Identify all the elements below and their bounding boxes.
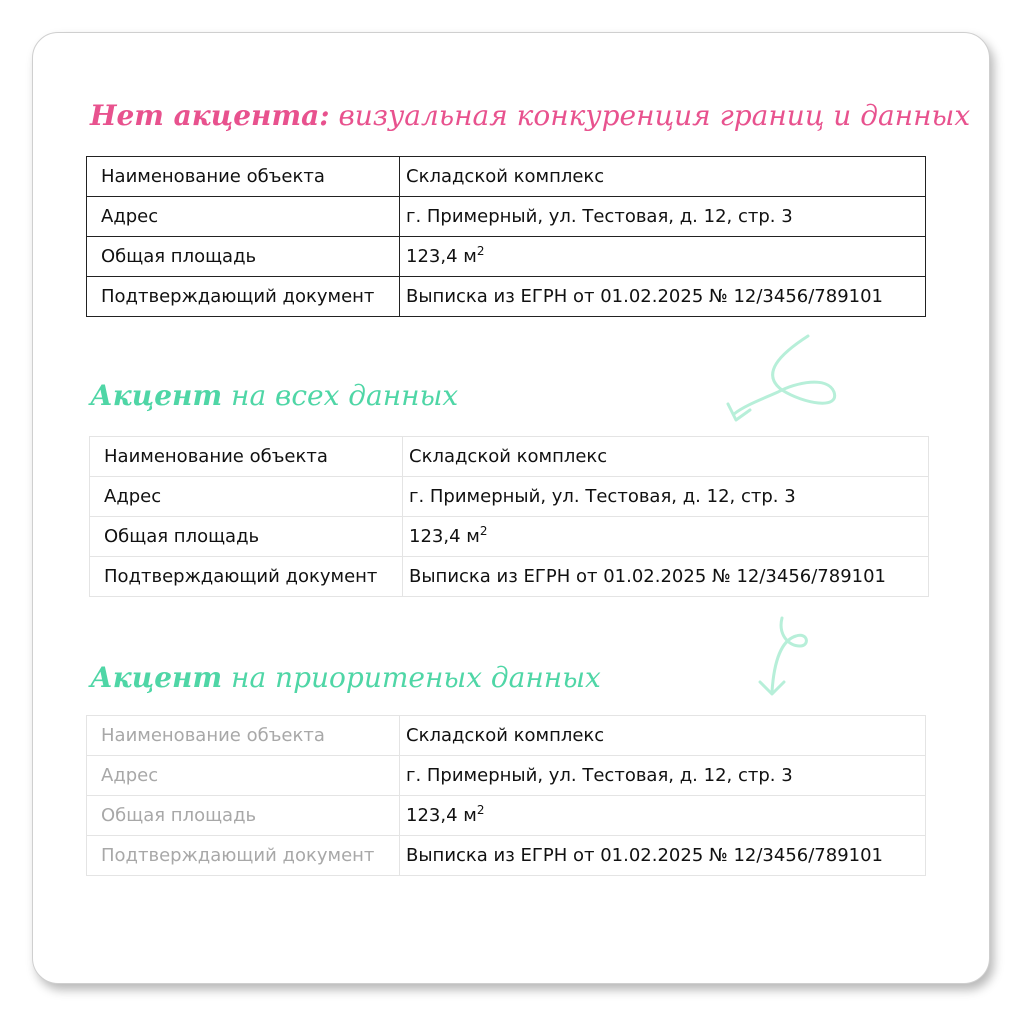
row-label: Адрес: [87, 197, 400, 237]
table-row: [90, 557, 929, 597]
table-row: [87, 716, 926, 756]
row-label: Наименование объекта: [87, 716, 400, 756]
heading-rest: на приоритеных данных: [222, 661, 601, 694]
table-row: [87, 836, 926, 876]
area-unit-exponent: 2: [476, 803, 485, 817]
row-value: Выписка из ЕГРН от 01.02.2025 № 12/3456/789101: [400, 277, 926, 317]
row-value: г. Примерный, ул. Тестовая, д. 12, стр. 3: [400, 756, 926, 796]
section-heading-accent-priority: [90, 660, 601, 696]
properties-table-accent-priority: [86, 715, 926, 876]
table-row: [87, 796, 926, 836]
row-label: Подтверждающий документ: [87, 836, 400, 876]
curly-arrow-icon: [752, 612, 812, 702]
heading-rest: на всех данных: [222, 379, 459, 412]
row-value-area: [403, 517, 929, 557]
table-row: [87, 197, 926, 237]
properties-table-accent-all: [89, 436, 929, 597]
row-value: Складской комплекс: [400, 716, 926, 756]
row-label: Подтверждающий документ: [87, 277, 400, 317]
row-label: Общая площадь: [87, 237, 400, 277]
table-row: [90, 517, 929, 557]
row-value-area: [400, 796, 926, 836]
heading-strong: Акцент: [90, 379, 223, 412]
row-value: Выписка из ЕГРН от 01.02.2025 № 12/3456/789101: [403, 557, 929, 597]
properties-table-no-accent: [86, 156, 926, 317]
area-unit-exponent: 2: [479, 524, 488, 538]
row-label: Адрес: [87, 756, 400, 796]
section-heading-accent-all: [90, 378, 458, 414]
row-value: Складской комплекс: [400, 157, 926, 197]
row-label: Общая площадь: [90, 517, 403, 557]
table-row: [87, 237, 926, 277]
table-row: [87, 277, 926, 317]
table-row: [87, 157, 926, 197]
row-label: Наименование объекта: [87, 157, 400, 197]
row-value-area: [400, 237, 926, 277]
heading-strong: Акцент: [90, 661, 223, 694]
area-value: 123,4 м: [406, 246, 477, 267]
heading-rest: визуальная конкуренция границ и данных: [329, 99, 971, 132]
row-label: Наименование объекта: [90, 437, 403, 477]
area-value: 123,4 м: [406, 805, 477, 826]
row-value: Выписка из ЕГРН от 01.02.2025 № 12/3456/789101: [400, 836, 926, 876]
row-label: Подтверждающий документ: [90, 557, 403, 597]
row-value: г. Примерный, ул. Тестовая, д. 12, стр. 3: [400, 197, 926, 237]
row-value: Складской комплекс: [403, 437, 929, 477]
curly-arrow-icon: [720, 330, 840, 430]
table-row: [87, 756, 926, 796]
table-row: [90, 437, 929, 477]
section-heading-no-accent: [90, 98, 970, 134]
row-label: Общая площадь: [87, 796, 400, 836]
area-unit-exponent: 2: [476, 244, 485, 258]
area-value: 123,4 м: [409, 526, 480, 547]
table-row: [90, 477, 929, 517]
heading-strong: Нет акцента:: [90, 99, 330, 132]
row-value: г. Примерный, ул. Тестовая, д. 12, стр. 3: [403, 477, 929, 517]
row-label: Адрес: [90, 477, 403, 517]
